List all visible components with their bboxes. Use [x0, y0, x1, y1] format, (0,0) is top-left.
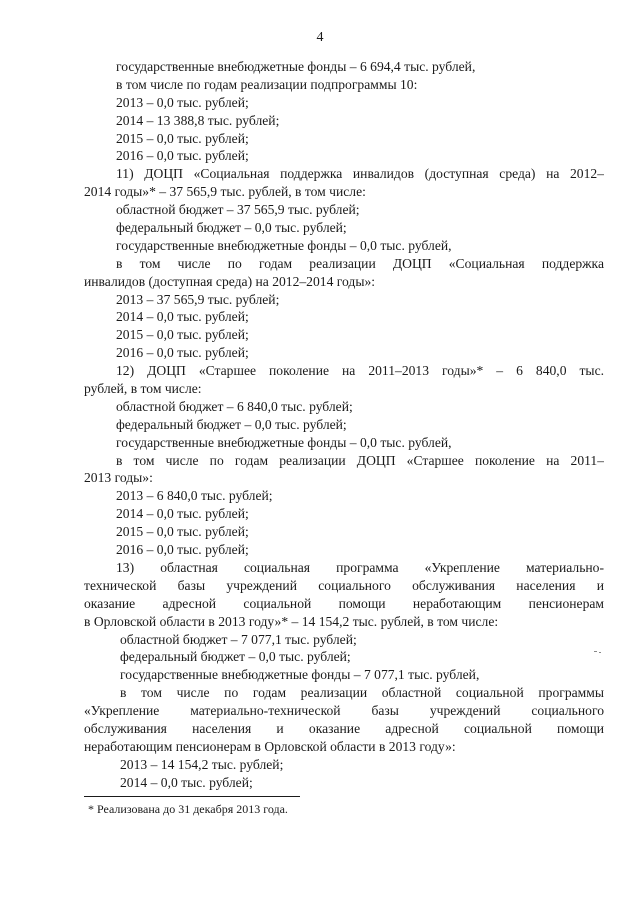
text-line: 2014 годы»* – 37 565,9 тыс. рублей, в том числе: [84, 184, 366, 200]
text-line: в Орловской области в 2013 году»* – 14 154,2 тыс. рублей, в том числе: [84, 613, 499, 629]
text-line: государственные внебюджетные фонды – 0,0 тыс. рублей, [116, 237, 452, 253]
text-line: федеральный бюджет – 0,0 тыс. рублей; [116, 416, 347, 432]
text-line: в том числе по годам реализации областной социальной программы [120, 685, 604, 701]
text-line: 13) областная социальная программа «Укрепление материально- [116, 559, 604, 575]
text-line: обслуживания населения и оказание адресной социальной помощи [84, 720, 604, 736]
text-line: в том числе по годам реализации ДОЦП «Социальная поддержка [116, 255, 604, 271]
text-line: 2013 – 6 840,0 тыс. рублей; [116, 488, 273, 504]
text-line: 2013 – 14 154,2 тыс. рублей; [120, 756, 284, 772]
footnote-divider [84, 796, 300, 797]
text-line: федеральный бюджет – 0,0 тыс. рублей; [120, 649, 351, 665]
scan-speck [594, 651, 597, 652]
text-line: 11) ДОЦП «Социальная поддержка инвалидов (доступная среда) на 2012– [116, 166, 604, 182]
text-line: 2015 – 0,0 тыс. рублей; [116, 130, 249, 146]
text-line: в том числе по годам реализации подпрограммы 10: [116, 76, 418, 92]
text-line: рублей, в том числе: [84, 381, 202, 397]
text-line: областной бюджет – 7 077,1 тыс. рублей; [120, 631, 357, 647]
text-line: 2015 – 0,0 тыс. рублей; [116, 524, 249, 540]
text-line: государственные внебюджетные фонды – 7 077,1 тыс. рублей, [120, 667, 480, 683]
text-line: 2016 – 0,0 тыс. рублей; [116, 345, 249, 361]
text-line: 2014 – 0,0 тыс. рублей; [116, 506, 249, 522]
text-line: государственные внебюджетные фонды – 0,0 тыс. рублей, [116, 434, 452, 450]
text-line: 2016 – 0,0 тыс. рублей; [116, 542, 249, 558]
text-line: 2013 – 37 565,9 тыс. рублей; [116, 291, 280, 307]
text-line: государственные внебюджетные фонды – 6 694,4 тыс. рублей, [116, 59, 476, 74]
page-number: 4 [316, 30, 324, 45]
text-line: в том числе по годам реализации ДОЦП «Старшее поколение на 2011– [116, 452, 604, 468]
text-line: оказание адресной социальной помощи неработающим пенсионерам [84, 595, 604, 611]
text-line: инвалидов (доступная среда) на 2012–2014 годы»: [84, 273, 376, 289]
text-line: федеральный бюджет – 0,0 тыс. рублей; [116, 220, 347, 236]
text-line: технической базы учреждений социального обслуживания населения и [84, 577, 604, 593]
text-line: 2014 – 13 388,8 тыс. рублей; [116, 112, 280, 128]
text-line: 2015 – 0,0 тыс. рублей; [116, 327, 249, 343]
text-line: 12) ДОЦП «Старшее поколение на 2011–2013 годы»* – 6 840,0 тыс. [116, 363, 604, 379]
footnote: * Реализована до 31 декабря 2013 года. [88, 802, 288, 816]
text-line: 2013 годы»: [84, 470, 153, 486]
document-body [84, 58, 604, 792]
text-line: 2014 – 0,0 тыс. рублей; [116, 309, 249, 325]
scan-speck [599, 652, 601, 653]
text-line: «Укрепление материально-технической базы учреждений социального [84, 703, 604, 719]
text-line: областной бюджет – 6 840,0 тыс. рублей; [116, 398, 353, 414]
text-line: неработающим пенсионерам в Орловской области в 2013 году»: [84, 738, 456, 754]
text-line: 2016 – 0,0 тыс. рублей; [116, 148, 249, 164]
text-line: 2014 – 0,0 тыс. рублей; [120, 774, 253, 790]
text-line: областной бюджет – 37 565,9 тыс. рублей; [116, 202, 360, 218]
text-line: 2013 – 0,0 тыс. рублей; [116, 94, 249, 110]
